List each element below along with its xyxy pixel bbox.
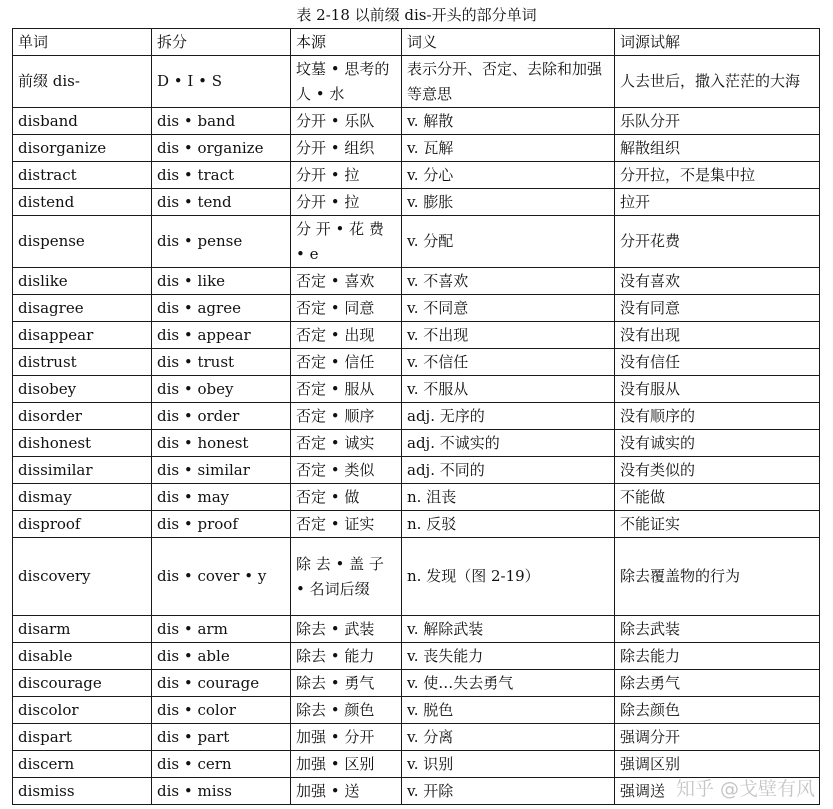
cell-origin: 坟墓 • 思考的人 • 水 (291, 56, 402, 108)
cell-meaning: adj. 无序的 (402, 403, 615, 430)
table-row (13, 108, 820, 135)
cell-word: dissimilar (13, 457, 152, 484)
cell-etymology: 强调区别 (615, 751, 820, 778)
table-row (13, 295, 820, 322)
cell-meaning: v. 识别 (402, 751, 615, 778)
cell-word: dispense (13, 216, 152, 268)
header-cell-word: 单词 (13, 29, 152, 56)
cell-origin: 分开 • 组织 (291, 135, 402, 162)
cell-word: disable (13, 643, 152, 670)
cell-meaning: n. 沮丧 (402, 484, 615, 511)
cell-word: discolor (13, 697, 152, 724)
cell-split: dis • tend (152, 189, 291, 216)
table-row (13, 56, 820, 108)
table-row (13, 751, 820, 778)
table-row (13, 484, 820, 511)
table-row (13, 697, 820, 724)
table-row (13, 724, 820, 751)
cell-word: dishonest (13, 430, 152, 457)
cell-origin: 否定 • 证实 (291, 511, 402, 538)
cell-split: dis • part (152, 724, 291, 751)
cell-split: dis • order (152, 403, 291, 430)
watermark: 知乎 @戈壁有风 (675, 778, 815, 800)
cell-word: discern (13, 751, 152, 778)
cell-origin: 加强 • 分开 (291, 724, 402, 751)
cell-meaning: adj. 不诚实的 (402, 430, 615, 457)
cell-origin: 除去 • 勇气 (291, 670, 402, 697)
cell-meaning: v. 瓦解 (402, 135, 615, 162)
cell-etymology: 没有喜欢 (615, 268, 820, 295)
cell-meaning: v. 不出现 (402, 322, 615, 349)
cell-origin: 否定 • 类似 (291, 457, 402, 484)
cell-etymology: 人去世后，撒入茫茫的大海 (615, 56, 820, 108)
cell-split: dis • obey (152, 376, 291, 403)
cell-split: dis • trust (152, 349, 291, 376)
cell-origin: 否定 • 服从 (291, 376, 402, 403)
cell-meaning: v. 使…失去勇气 (402, 670, 615, 697)
cell-origin: 否定 • 顺序 (291, 403, 402, 430)
table-row (13, 616, 820, 643)
cell-meaning: adj. 不同的 (402, 457, 615, 484)
table-row (13, 430, 820, 457)
table-row (13, 349, 820, 376)
table-row (13, 457, 820, 484)
cell-etymology: 除去武装 (615, 616, 820, 643)
cell-word: dismiss (13, 778, 152, 805)
table-row (13, 268, 820, 295)
table-row (13, 216, 820, 268)
cell-meaning: v. 不同意 (402, 295, 615, 322)
cell-meaning: v. 开除 (402, 778, 615, 805)
cell-word: discovery (13, 538, 152, 616)
cell-origin: 否定 • 出现 (291, 322, 402, 349)
cell-etymology: 解散组织 (615, 135, 820, 162)
cell-origin: 否定 • 信任 (291, 349, 402, 376)
cell-origin: 分开 • 乐队 (291, 108, 402, 135)
cell-etymology: 分开拉，不是集中拉 (615, 162, 820, 189)
table-row (13, 670, 820, 697)
table-row (13, 403, 820, 430)
table-row (13, 322, 820, 349)
cell-word: disorganize (13, 135, 152, 162)
cell-word: disarm (13, 616, 152, 643)
cell-split: dis • band (152, 108, 291, 135)
cell-origin: 加强 • 送 (291, 778, 402, 805)
header-cell-etymology: 词源试解 (615, 29, 820, 56)
table-row (13, 643, 820, 670)
cell-split: dis • may (152, 484, 291, 511)
cell-split: dis • agree (152, 295, 291, 322)
cell-split: dis • proof (152, 511, 291, 538)
cell-split: dis • miss (152, 778, 291, 805)
cell-word: dispart (13, 724, 152, 751)
cell-split: dis • like (152, 268, 291, 295)
cell-split: dis • tract (152, 162, 291, 189)
cell-meaning: v. 分离 (402, 724, 615, 751)
table-row (13, 189, 820, 216)
cell-etymology: 没有出现 (615, 322, 820, 349)
cell-etymology: 强调分开 (615, 724, 820, 751)
cell-meaning: 表示分开、否定、去除和加强等意思 (402, 56, 615, 108)
cell-origin: 分开 • 拉 (291, 189, 402, 216)
cell-word: dismay (13, 484, 152, 511)
cell-etymology: 分开花费 (615, 216, 820, 268)
cell-origin: 否定 • 做 (291, 484, 402, 511)
cell-etymology: 没有类似的 (615, 457, 820, 484)
cell-origin: 加强 • 区别 (291, 751, 402, 778)
cell-origin: 否定 • 诚实 (291, 430, 402, 457)
cell-split: dis • courage (152, 670, 291, 697)
cell-origin: 除 去 • 盖 子 • 名词后缀 (291, 538, 402, 616)
cell-word: disagree (13, 295, 152, 322)
cell-etymology: 乐队分开 (615, 108, 820, 135)
cell-meaning: v. 不服从 (402, 376, 615, 403)
cell-etymology: 除去勇气 (615, 670, 820, 697)
cell-split: D • I • S (152, 56, 291, 108)
cell-meaning: v. 不信任 (402, 349, 615, 376)
cell-etymology: 不能证实 (615, 511, 820, 538)
cell-word: 前缀 dis- (13, 56, 152, 108)
cell-meaning: v. 分配 (402, 216, 615, 268)
cell-meaning: v. 不喜欢 (402, 268, 615, 295)
cell-word: disproof (13, 511, 152, 538)
cell-origin: 分 开 • 花 费 • e (291, 216, 402, 268)
cell-word: distend (13, 189, 152, 216)
cell-etymology: 强调送 (615, 778, 820, 805)
table-row (13, 778, 820, 805)
cell-split: dis • color (152, 697, 291, 724)
cell-split: dis • cern (152, 751, 291, 778)
cell-split: dis • cover • y (152, 538, 291, 616)
header-row (13, 29, 820, 56)
table-caption: 表 2-18 以前缀 dis-开头的部分单词 (296, 6, 537, 24)
cell-word: disband (13, 108, 152, 135)
cell-split: dis • organize (152, 135, 291, 162)
dis-prefix-table (12, 28, 820, 805)
cell-meaning: v. 解除武装 (402, 616, 615, 643)
cell-etymology: 没有顺序的 (615, 403, 820, 430)
cell-meaning: n. 发现（图 2-19） (402, 538, 615, 616)
cell-meaning: n. 反驳 (402, 511, 615, 538)
cell-word: distrust (13, 349, 152, 376)
cell-meaning: v. 丧失能力 (402, 643, 615, 670)
cell-split: dis • pense (152, 216, 291, 268)
cell-meaning: v. 脱色 (402, 697, 615, 724)
cell-meaning: v. 解散 (402, 108, 615, 135)
cell-split: dis • honest (152, 430, 291, 457)
cell-origin: 否定 • 同意 (291, 295, 402, 322)
table-row (13, 511, 820, 538)
cell-word: distract (13, 162, 152, 189)
table-row (13, 538, 820, 616)
cell-origin: 分开 • 拉 (291, 162, 402, 189)
cell-origin: 除去 • 颜色 (291, 697, 402, 724)
table-row (13, 376, 820, 403)
table-row (13, 135, 820, 162)
cell-split: dis • appear (152, 322, 291, 349)
cell-word: disappear (13, 322, 152, 349)
cell-etymology: 除去覆盖物的行为 (615, 538, 820, 616)
cell-word: discourage (13, 670, 152, 697)
cell-word: dislike (13, 268, 152, 295)
cell-origin: 否定 • 喜欢 (291, 268, 402, 295)
cell-word: disorder (13, 403, 152, 430)
cell-etymology: 拉开 (615, 189, 820, 216)
cell-split: dis • similar (152, 457, 291, 484)
cell-split: dis • arm (152, 616, 291, 643)
cell-etymology: 没有服从 (615, 376, 820, 403)
cell-etymology: 没有诚实的 (615, 430, 820, 457)
cell-origin: 除去 • 武装 (291, 616, 402, 643)
cell-meaning: v. 膨胀 (402, 189, 615, 216)
header-cell-origin: 本源 (291, 29, 402, 56)
cell-split: dis • able (152, 643, 291, 670)
cell-origin: 除去 • 能力 (291, 643, 402, 670)
header-cell-split: 拆分 (152, 29, 291, 56)
cell-etymology: 除去能力 (615, 643, 820, 670)
cell-etymology: 不能做 (615, 484, 820, 511)
header-cell-meaning: 词义 (402, 29, 615, 56)
cell-word: disobey (13, 376, 152, 403)
table-row (13, 162, 820, 189)
cell-meaning: v. 分心 (402, 162, 615, 189)
cell-etymology: 没有信任 (615, 349, 820, 376)
cell-etymology: 除去颜色 (615, 697, 820, 724)
cell-etymology: 没有同意 (615, 295, 820, 322)
